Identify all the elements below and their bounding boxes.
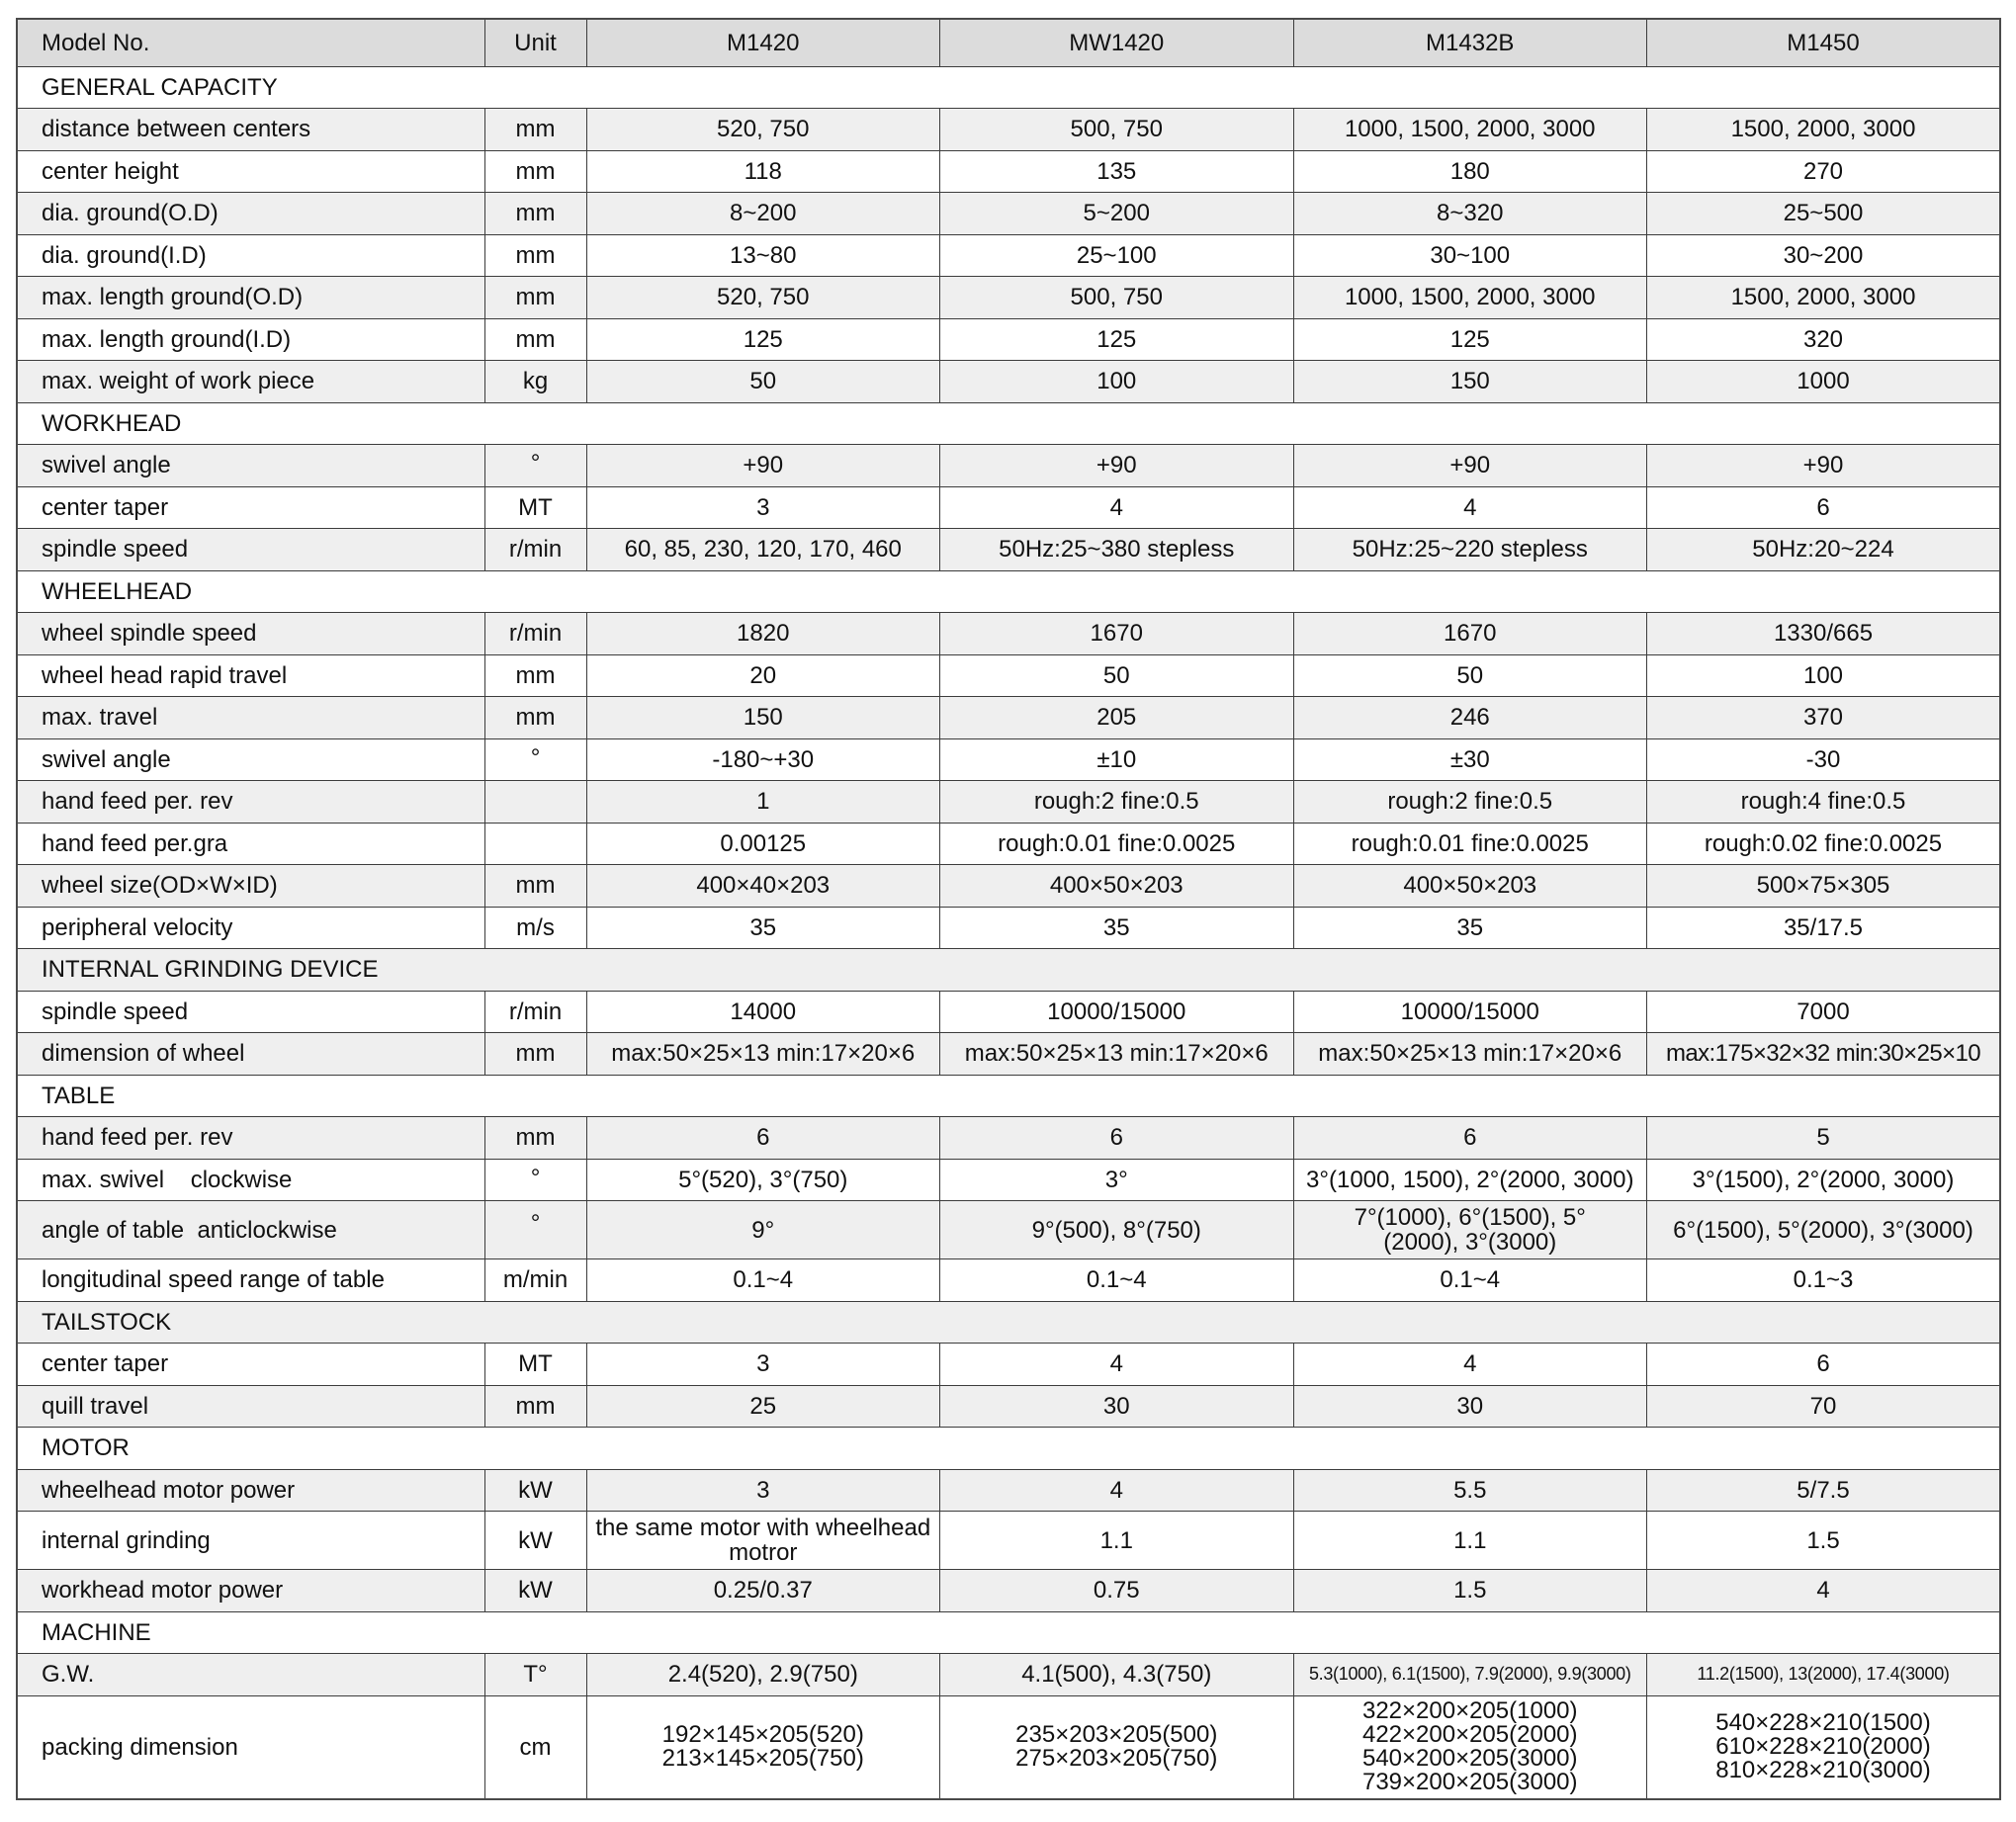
unit-cell: kW [484, 1469, 586, 1512]
header-model-mw1420: MW1420 [940, 19, 1294, 66]
table-row [17, 1469, 2000, 1512]
value-cell: rough:0.02 fine:0.0025 [1647, 823, 2001, 865]
unit-cell: mm [484, 697, 586, 739]
value-cell: 0.1~4 [940, 1259, 1294, 1302]
unit-cell: m/s [484, 907, 586, 949]
value-cell: 50 [940, 654, 1294, 697]
value-cell: 1000, 1500, 2000, 3000 [1293, 109, 1647, 151]
table-row [17, 907, 2000, 949]
value-cell: 35 [940, 907, 1294, 949]
value-cell: 500, 750 [940, 277, 1294, 319]
unit-cell: kW [484, 1570, 586, 1612]
param-label: max. length ground(I.D) [17, 318, 484, 361]
unit-cell: mm [484, 193, 586, 235]
value-cell: 30~100 [1293, 234, 1647, 277]
value-cell: rough:0.01 fine:0.0025 [1293, 823, 1647, 865]
value-cell: 6 [1647, 486, 2001, 529]
value-line: 322×200×205(1000) [1361, 1697, 1578, 1725]
param-label: center taper [17, 486, 484, 529]
table-row [17, 654, 2000, 697]
unit-cell: ° [484, 445, 586, 487]
value-cell: 60, 85, 230, 120, 170, 460 [586, 529, 940, 571]
param-label: workhead motor power [17, 1570, 484, 1612]
param-label: max. length ground(O.D) [17, 277, 484, 319]
section-title-machine: MACHINE [17, 1611, 2000, 1654]
value-cell: max:50×25×13 min:17×20×6 [586, 1033, 940, 1076]
table-row [17, 991, 2000, 1033]
value-cell: 4 [1647, 1570, 2001, 1612]
unit-cell: mm [484, 318, 586, 361]
param-label: hand feed per. rev [17, 1117, 484, 1160]
section-row [17, 66, 2000, 109]
value-cell: 0.00125 [586, 823, 940, 865]
value-cell: 1 [586, 781, 940, 824]
header-model-m1432b: M1432B [1293, 19, 1647, 66]
value-cell: 4 [940, 1469, 1294, 1512]
header-model-m1450: M1450 [1647, 19, 2001, 66]
param-label: spindle speed [17, 991, 484, 1033]
section-row [17, 1075, 2000, 1117]
unit-cell: mm [484, 277, 586, 319]
value-cell: 50Hz:20~224 [1647, 529, 2001, 571]
unit-cell: mm [484, 234, 586, 277]
header-param: Model No. [17, 19, 484, 66]
param-label: internal grinding [17, 1512, 484, 1570]
unit-cell: m/min [484, 1259, 586, 1302]
value-cell: 7°(1000), 6°(1500), 5°(2000), 3°(3000) [1293, 1201, 1647, 1259]
value-cell [1293, 1695, 1647, 1799]
value-cell: 150 [586, 697, 940, 739]
section-row [17, 1611, 2000, 1654]
value-cell: -180~+30 [586, 738, 940, 781]
value-cell [1647, 1695, 2001, 1799]
value-cell: 7000 [1647, 991, 2001, 1033]
unit-cell: ° [484, 1201, 586, 1259]
value-cell: +90 [586, 445, 940, 487]
value-cell: 10000/15000 [1293, 991, 1647, 1033]
value-cell: 5 [1647, 1117, 2001, 1160]
value-cell: 4.1(500), 4.3(750) [940, 1654, 1294, 1696]
value-cell: 50Hz:25~380 stepless [940, 529, 1294, 571]
value-cell: 6 [940, 1117, 1294, 1160]
table-row [17, 1512, 2000, 1570]
param-label: dimension of wheel [17, 1033, 484, 1076]
value-cell: 320 [1647, 318, 2001, 361]
value-cell: 1500, 2000, 3000 [1647, 109, 2001, 151]
value-cell: 125 [586, 318, 940, 361]
value-cell: 70 [1647, 1385, 2001, 1428]
header-unit: Unit [484, 19, 586, 66]
value-cell: 13~80 [586, 234, 940, 277]
value-cell: 400×40×203 [586, 865, 940, 908]
table-row [17, 613, 2000, 655]
value-cell: 4 [1293, 486, 1647, 529]
value-cell: the same motor with wheelhead motror [586, 1512, 940, 1570]
value-line: 540×228×210(1500) [1715, 1709, 1931, 1737]
value-cell: max:50×25×13 min:17×20×6 [940, 1033, 1294, 1076]
param-label: wheel spindle speed [17, 613, 484, 655]
param-label: swivel angle [17, 445, 484, 487]
param-label: swivel angle [17, 738, 484, 781]
value-cell: ±10 [940, 738, 1294, 781]
param-label: hand feed per. rev [17, 781, 484, 824]
value-cell: 10000/15000 [940, 991, 1294, 1033]
value-cell: 2.4(520), 2.9(750) [586, 1654, 940, 1696]
value-cell: 100 [940, 361, 1294, 403]
section-row [17, 402, 2000, 445]
value-line: 275×203×205(750) [1015, 1745, 1218, 1773]
value-cell: 205 [940, 697, 1294, 739]
value-cell: 1.5 [1293, 1570, 1647, 1612]
value-line: 610×228×210(2000) [1715, 1733, 1931, 1761]
value-cell: 5~200 [940, 193, 1294, 235]
unit-cell: ° [484, 1159, 586, 1201]
value-cell: 3° [940, 1159, 1294, 1201]
value-cell: 8~320 [1293, 193, 1647, 235]
value-cell: 500, 750 [940, 109, 1294, 151]
table-row [17, 865, 2000, 908]
table-row [17, 486, 2000, 529]
value-cell: 1.5 [1647, 1512, 2001, 1570]
value-cell: 125 [1293, 318, 1647, 361]
table-row [17, 109, 2000, 151]
value-cell: 4 [940, 1344, 1294, 1386]
value-cell: 1000 [1647, 361, 2001, 403]
value-cell: 520, 750 [586, 277, 940, 319]
param-label: angle of table anticlockwise [17, 1201, 484, 1259]
value-cell: 5/7.5 [1647, 1469, 2001, 1512]
table-row [17, 738, 2000, 781]
value-cell: 135 [940, 150, 1294, 193]
table-row [17, 1385, 2000, 1428]
value-line: 192×145×205(520) [661, 1721, 864, 1749]
value-cell: +90 [940, 445, 1294, 487]
value-cell: 400×50×203 [940, 865, 1294, 908]
value-cell: 4 [940, 486, 1294, 529]
param-label: peripheral velocity [17, 907, 484, 949]
unit-cell: MT [484, 1344, 586, 1386]
header-row [17, 19, 2000, 66]
unit-cell: mm [484, 1385, 586, 1428]
value-cell: rough:0.01 fine:0.0025 [940, 823, 1294, 865]
value-line: 213×145×205(750) [661, 1745, 864, 1773]
param-label: longitudinal speed range of table [17, 1259, 484, 1302]
value-cell: 1000, 1500, 2000, 3000 [1293, 277, 1647, 319]
param-label: wheelhead motor power [17, 1469, 484, 1512]
unit-cell: mm [484, 654, 586, 697]
value-cell: 3°(1500), 2°(2000, 3000) [1647, 1159, 2001, 1201]
value-line: 739×200×205(3000) [1361, 1769, 1578, 1796]
value-cell: max:175×32×32 min:30×25×10 [1647, 1033, 2001, 1076]
value-cell: 30~200 [1647, 234, 2001, 277]
value-cell [586, 1695, 940, 1799]
value-cell: 0.75 [940, 1570, 1294, 1612]
value-cell: 35 [586, 907, 940, 949]
param-label: distance between centers [17, 109, 484, 151]
unit-cell: cm [484, 1695, 586, 1799]
unit-cell: mm [484, 865, 586, 908]
value-cell [940, 1695, 1294, 1799]
section-title-wheelhead: WHEELHEAD [17, 570, 2000, 613]
section-title-motor: MOTOR [17, 1428, 2000, 1470]
param-label: spindle speed [17, 529, 484, 571]
unit-cell: r/min [484, 529, 586, 571]
param-label: center taper [17, 1344, 484, 1386]
unit-cell: ° [484, 738, 586, 781]
value-cell: 11.2(1500), 13(2000), 17.4(3000) [1647, 1654, 2001, 1696]
param-label: hand feed per.gra [17, 823, 484, 865]
unit-cell: kW [484, 1512, 586, 1570]
table-row [17, 1570, 2000, 1612]
value-cell: 30 [1293, 1385, 1647, 1428]
value-cell: 270 [1647, 150, 2001, 193]
value-cell: 50 [586, 361, 940, 403]
param-label: max. swivel clockwise [17, 1159, 484, 1201]
value-line: 422×200×205(2000) [1361, 1721, 1578, 1749]
unit-cell: mm [484, 150, 586, 193]
table-row [17, 697, 2000, 739]
value-cell: rough:2 fine:0.5 [940, 781, 1294, 824]
table-row [17, 445, 2000, 487]
value-cell: 25~500 [1647, 193, 2001, 235]
value-cell: -30 [1647, 738, 2001, 781]
table-row [17, 529, 2000, 571]
param-label: center height [17, 150, 484, 193]
value-cell: rough:2 fine:0.5 [1293, 781, 1647, 824]
table-row [17, 1033, 2000, 1076]
value-cell: +90 [1293, 445, 1647, 487]
value-cell: 5.3(1000), 6.1(1500), 7.9(2000), 9.9(3000) [1293, 1654, 1647, 1696]
table-row [17, 193, 2000, 235]
value-cell: 20 [586, 654, 940, 697]
param-label: wheel head rapid travel [17, 654, 484, 697]
section-row [17, 949, 2000, 992]
table-row [17, 150, 2000, 193]
table-row [17, 234, 2000, 277]
unit-cell: T° [484, 1654, 586, 1696]
section-row [17, 1301, 2000, 1344]
value-cell: max:50×25×13 min:17×20×6 [1293, 1033, 1647, 1076]
value-cell: 25 [586, 1385, 940, 1428]
value-cell: 118 [586, 150, 940, 193]
value-cell: 150 [1293, 361, 1647, 403]
section-row [17, 1428, 2000, 1470]
value-cell: 0.1~3 [1647, 1259, 2001, 1302]
param-label: quill travel [17, 1385, 484, 1428]
section-title-internal-grinding-device: INTERNAL GRINDING DEVICE [17, 949, 2000, 992]
value-cell: 400×50×203 [1293, 865, 1647, 908]
param-label: G.W. [17, 1654, 484, 1696]
value-cell: 35/17.5 [1647, 907, 2001, 949]
unit-cell: r/min [484, 613, 586, 655]
value-cell: 1670 [1293, 613, 1647, 655]
value-cell: 5°(520), 3°(750) [586, 1159, 940, 1201]
unit-cell: mm [484, 109, 586, 151]
value-cell: ±30 [1293, 738, 1647, 781]
table-row [17, 318, 2000, 361]
unit-cell: MT [484, 486, 586, 529]
header-model-m1420: M1420 [586, 19, 940, 66]
section-title-tailstock: TAILSTOCK [17, 1301, 2000, 1344]
value-cell: 1330/665 [1647, 613, 2001, 655]
param-label: max. travel [17, 697, 484, 739]
unit-cell: mm [484, 1117, 586, 1160]
unit-cell: kg [484, 361, 586, 403]
value-cell: 1820 [586, 613, 940, 655]
value-cell: rough:4 fine:0.5 [1647, 781, 2001, 824]
unit-cell [484, 823, 586, 865]
value-cell: 9°(500), 8°(750) [940, 1201, 1294, 1259]
table-row [17, 1654, 2000, 1696]
value-cell: 0.25/0.37 [586, 1570, 940, 1612]
spec-table [16, 18, 2001, 1800]
section-title-table: TABLE [17, 1075, 2000, 1117]
value-cell: 180 [1293, 150, 1647, 193]
value-cell: 3 [586, 1344, 940, 1386]
value-cell: 14000 [586, 991, 940, 1033]
value-cell: 1.1 [1293, 1512, 1647, 1570]
value-cell: 9° [586, 1201, 940, 1259]
unit-cell [484, 781, 586, 824]
value-line: 235×203×205(500) [1015, 1721, 1218, 1749]
value-cell: 50 [1293, 654, 1647, 697]
value-cell: 6 [586, 1117, 940, 1160]
value-cell: +90 [1647, 445, 2001, 487]
param-label: dia. ground(I.D) [17, 234, 484, 277]
value-line: 810×228×210(3000) [1715, 1757, 1931, 1784]
value-cell: 6 [1647, 1344, 2001, 1386]
value-cell: 1670 [940, 613, 1294, 655]
table-row [17, 1259, 2000, 1302]
value-cell: 4 [1293, 1344, 1647, 1386]
table-row [17, 823, 2000, 865]
value-cell: 100 [1647, 654, 2001, 697]
value-cell: 8~200 [586, 193, 940, 235]
value-cell: 125 [940, 318, 1294, 361]
table-row [17, 1695, 2000, 1799]
table-row [17, 781, 2000, 824]
param-label: packing dimension [17, 1695, 484, 1799]
param-label: dia. ground(O.D) [17, 193, 484, 235]
section-title-general-capacity: GENERAL CAPACITY [17, 66, 2000, 109]
value-cell: 6 [1293, 1117, 1647, 1160]
value-cell: 30 [940, 1385, 1294, 1428]
value-cell: 520, 750 [586, 109, 940, 151]
value-cell: 3 [586, 1469, 940, 1512]
value-cell: 0.1~4 [586, 1259, 940, 1302]
table-row [17, 1344, 2000, 1386]
table-row [17, 1117, 2000, 1160]
value-cell: 500×75×305 [1647, 865, 2001, 908]
value-cell: 5.5 [1293, 1469, 1647, 1512]
value-cell: 25~100 [940, 234, 1294, 277]
unit-cell: mm [484, 1033, 586, 1076]
value-cell: 246 [1293, 697, 1647, 739]
value-line: 540×200×205(3000) [1361, 1745, 1578, 1773]
value-cell: 3°(1000, 1500), 2°(2000, 3000) [1293, 1159, 1647, 1201]
param-label: max. weight of work piece [17, 361, 484, 403]
param-label: wheel size(OD×W×ID) [17, 865, 484, 908]
value-cell: 50Hz:25~220 stepless [1293, 529, 1647, 571]
table-row [17, 361, 2000, 403]
table-row [17, 1159, 2000, 1201]
section-title-workhead: WORKHEAD [17, 402, 2000, 445]
value-cell: 0.1~4 [1293, 1259, 1647, 1302]
value-cell: 6°(1500), 5°(2000), 3°(3000) [1647, 1201, 2001, 1259]
value-cell: 1.1 [940, 1512, 1294, 1570]
table-row [17, 277, 2000, 319]
section-row [17, 570, 2000, 613]
table-row [17, 1201, 2000, 1259]
unit-cell: r/min [484, 991, 586, 1033]
value-cell: 1500, 2000, 3000 [1647, 277, 2001, 319]
value-cell: 35 [1293, 907, 1647, 949]
value-cell: 370 [1647, 697, 2001, 739]
value-cell: 3 [586, 486, 940, 529]
